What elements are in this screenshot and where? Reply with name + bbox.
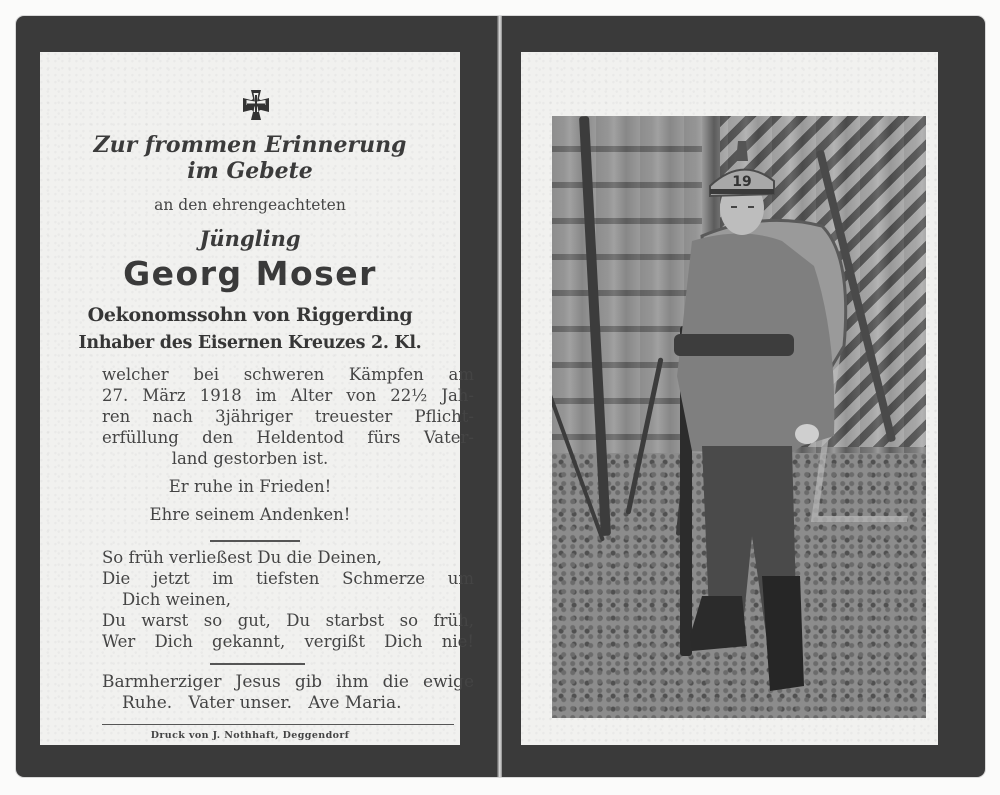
bottom-rule [102,724,454,725]
soldier-figure [552,116,926,718]
biography-line-2: 27. März 1918 im Alter von 22½ Jah- [102,386,474,405]
heading-line-1: Zur frommen Erinnerung [93,132,407,158]
text-panel [40,52,474,745]
poem-line-2: Die jetzt im tiefsten Schmerze um [102,569,474,588]
origin-text: Oekonomssohn von Riggerding [87,304,413,326]
biography-line-3: ren nach 3jähriger treuester Pflicht- [102,407,474,426]
biography-line-5: land gestorben ist. [171,449,329,468]
deceased-name: Georg Moser [123,254,377,293]
blessing-line-1: Er ruhe in Frieden! [168,477,332,496]
separator-rule [210,663,305,665]
poem-line-3: Dich weinen, [122,590,232,609]
heading-line-2: im Gebete [187,158,313,184]
prayer-line-1: Barmherziger Jesus gib ihm die ewige [102,672,474,692]
iron-cross-icon [240,89,272,121]
printer-imprint: Druck von J. Nothhaft, Deggendorf [150,730,350,741]
poem-line-1: So früh verließest Du die Deinen, [102,548,382,567]
biography-line-4: erfüllung den Heldentod fürs Vater- [102,428,474,447]
dedication-text: an den ehrengeachteten [154,196,346,214]
blessing-line-2: Ehre seinem Andenken! [149,505,351,524]
title-text: Jüngling [199,226,301,251]
decoration-text: Inhaber des Eisernen Kreuzes 2. Kl. [78,333,422,353]
biography-line-1: welcher bei schweren Kämpfen am [102,365,474,384]
separator-rule [210,540,300,542]
helmet-number: 19 [732,174,752,190]
fold-crease [497,16,502,777]
poem-line-5: Wer Dich gekannt, vergißt Dich nie! [102,632,474,651]
prayer-line-2: Ruhe. Vater unser. Ave Maria. [122,693,402,713]
soldier-photo [552,116,926,718]
poem-line-4: Du warst so gut, Du starbst so früh, [102,611,474,630]
